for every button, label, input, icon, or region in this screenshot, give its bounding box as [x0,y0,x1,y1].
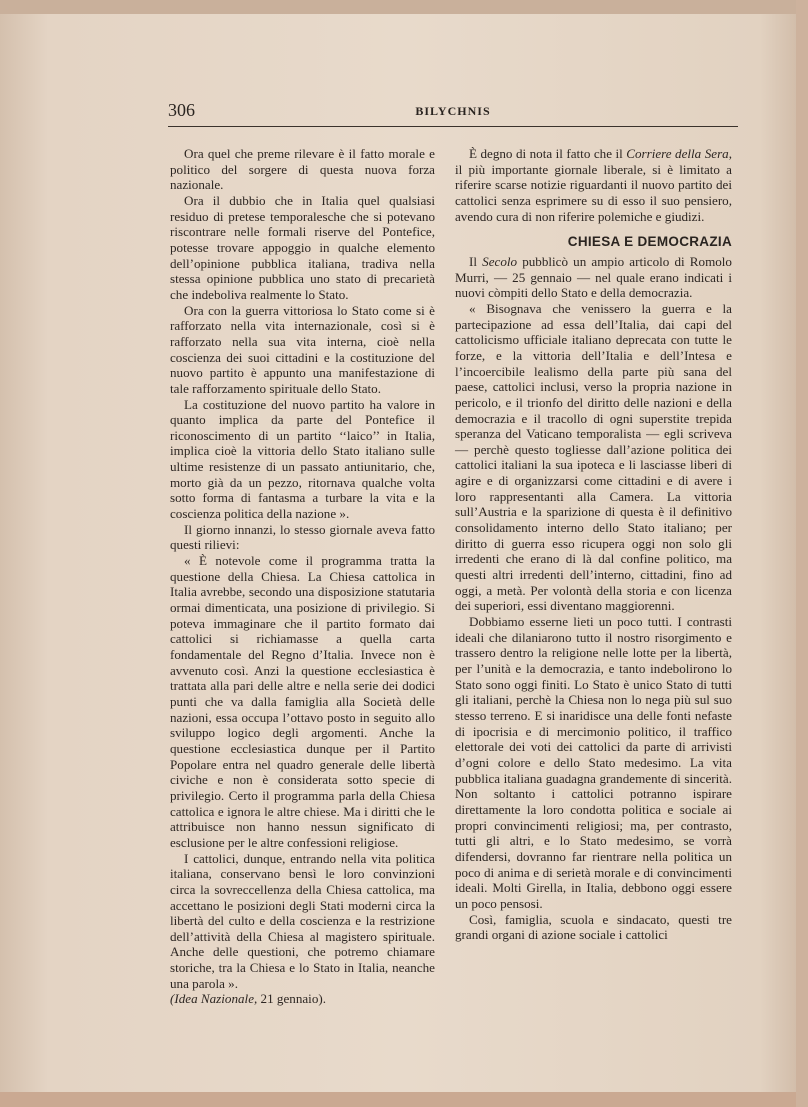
page-top-edge [0,0,808,14]
quote-paragraph: I cattolici, dunque, entrando nella vita politica italiana, conservano bensì le loro convinzioni circa la sovreccellenza della Chiesa cattolica, ma accettano le posizioni degli Stati moderni circa la libertà del culto e della coscienza e la restrizione dell’attività della Chiesa al magistero spirituale. Anche delle questioni, che potremo chiamare storiche, tra la Chiesa e lo Stato in Italia, neanche una parola ». [170,850,435,991]
paragraph: Ora con la guerra vittoriosa lo Stato come si è rafforzato nella vita internazionale, così si è rafforzato nella sua vita interna, cioè nella coscienza dei suoi cittadini e la costituzione del nuovo partito è appunto una manifestazione di tale rafforzamento spirituale dello Stato. [170,302,435,396]
paragraph: Ora il dubbio che in Italia quel qualsiasi residuo di pretese temporalesche che si potevano riscontrare nelle formali riserve del Pontefice, potesse trovare appoggio in qualche elemento dell’opinione pubblica italiana, tradiva nella stessa opinione pubblica uno stato di precarietà che indeboliva realmente lo Stato. [170,192,435,302]
page-number: 306 [168,100,195,120]
text-run: pubblicò un ampio articolo di Romolo Murri, — 25 gennaio — nel quale erano indicati i nuovi còmpiti dello Stato e della democrazia. [455,253,732,301]
running-title: BILYCHNIS [415,104,491,118]
text-run: , il più importante giornale liberale, si è limitato a riferire scarse notizie riguardanti il nuovo partito dei cattolici senza esprimere su di esso il suo pensiero, avendo cura di non riferire polemiche e giudizi. [455,146,732,224]
citation [170,991,435,1007]
citation-date: 21 gennaio). [257,991,327,1007]
text-run: È degno di nota il fatto che il [469,146,627,161]
paragraph [455,254,732,301]
paragraph [455,146,732,224]
paragraph: Il giorno innanzi, lo stesso giornale aveva fatto questi rilievi: [170,521,435,553]
quote-paragraph: Così, famiglia, scuola e sindacato, questi tre grandi organi di azione sociale i cattolici [455,911,732,943]
newspaper-title: Secolo [482,253,518,269]
quote-paragraph: « Bisognava che venissero la guerra e la partecipazione ad essa dell’Italia, dai capi del cattolicismo ufficiale italiano deprecata con tutte le forze, e la vittoria dell’Italia e dell’Intesa e l’incoercibile lealismo della parte più sana del paese, cattolici inclusi, verso la propria nazione in pericolo, e il trionfo del diritto delle nazioni e della democrazia e il tracollo di ogni superstite trepida speranza del Vaticano temporalista — egli scriveva — perchè questo togliesse dall’azione politica dei cattolici italiani la sua ipoteca e li lasciasse liberi di agire e di organizzarsi come cittadini e di avere i loro rappresentanti alla Camera. La vittoria sull’Austria e la sparizione di questa è il definitivo consolidamento interno dello Stato italiano; per diritto di guerra esso ricupera oggi non solo gli irredenti che erano di là dal confine politico, ma questi altri irredenti dell’interno, cittadini, fino ad oggi, a metà. Per volontà della storia e con licenza dei superiori, essi diventano maggiorenni. [455,300,732,614]
citation-source: (Idea Nazionale, [170,991,258,1007]
page-bottom-edge [0,1092,808,1107]
right-column [455,146,732,943]
quote-paragraph: Dobbiamo esserne lieti un poco tutti. I contrasti ideali che dilaniarono tutto il nostro risorgimento e trassero dentro la religione nelle lotte per la libertà, per l’unità e la democrazia, e tanto indebolirono lo Stato sono oggi finiti. Lo Stato è unico Stato di tutti gli italiani, perchè la Chiesa non lo nega più sul suo stesso terreno. E si inaridisce una delle fonti nefaste di ipocrisia e di mercimonio politico, il traffico elettorale dei voti dei cattolici da parte di arrivisti d’ogni colore e dello Stato medesimo. La vita pubblica italiana guadagna grandemente di sincerità. Non soltanto i cattolici potranno ispirare direttamente la loro condotta politica e sociale ai propri convincimenti religiosi; ma, per contrasto, tutti gli altri, e lo Stato medesimo, se vorrà difendersi, dovranno far rientrare nella politica un poco di anima e di serietà morale e di convincimenti ideali. Molti Girella, in Italia, debbono oggi essere un poco pensosi. [455,614,732,911]
text-run: Il [469,253,483,269]
page-right-edge [796,0,808,1107]
section-heading: CHIESA E DEMOCRAZIA [567,234,732,250]
paragraph: Ora quel che preme rilevare è il fatto morale e politico del sorgere di questa nuova forza nazionale. [170,146,435,193]
header-rule [168,126,738,127]
newspaper-title: Corriere della Sera [626,146,729,161]
left-column [170,146,435,1007]
page-header [168,98,738,128]
paragraph: La costituzione del nuovo partito ha valore in quanto implica da parte del Pontefice il riconoscimento di un partito ‘‘laico’’ in Italia, implica cioè la vittoria dello Stato italiano sulle ultime resistenze di un passato antiunitario, che, morto già da un pezzo, ritornava qualche volta sotto forma di fantasma a turbare la vita e la coscienza politica della nazione ». [170,396,435,522]
quote-paragraph: « È notevole come il programma tratta la questione della Chiesa. La Chiesa cattolica in Italia avrebbe, secondo una disposizione statutaria ormai dimenticata, una posizione di privilegio. Si poteva immaginare che il partito formato dai cattolici si richiamasse a quella carta fondamentale del Regno d’Italia. Invece non è avvenuto così. Anzi la questione ecclesiastica è trattata alla pari delle altre e nella serie dei dodici punti che va dalla famiglia alla Società delle nazioni, essa occupa l’ottavo posto in seguito allo sviluppo logico degli argomenti. Anche la questione ecclesiastica dunque per il Partito Popolare entra nel quadro generale delle libertà civiche e non è considerata sotto specie di privilegio. Certo il programma parla della Chiesa cattolica e ignora le altre chiese. Ma i diritti che le attribuisce non hanno nessun significato di esclusione per le altre confessioni religiose. [170,553,435,850]
